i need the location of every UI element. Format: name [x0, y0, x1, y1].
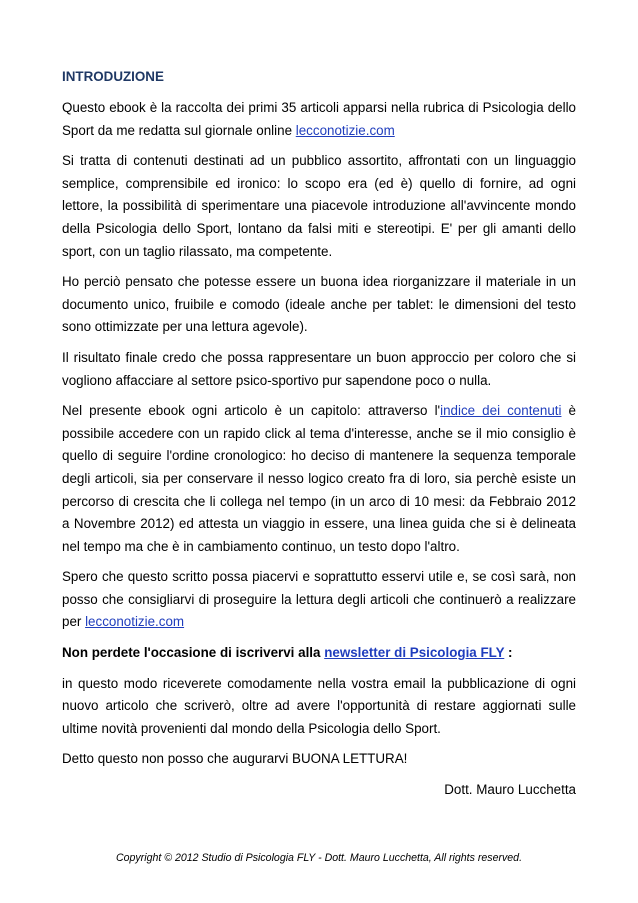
paragraph-hope-text: Spero che questo scritto possa piacervi e soprattutto esservi utile e, se così sarà, non posso che consigliarvi di proseguire la lettura degli articoli che continuerò a realizzare per [62, 569, 576, 630]
paragraph-content: Si tratta di contenuti destinati ad un pubblico assortito, affrontati con un linguaggio semplice, comprensibile ed ironico: lo scopo era (ed è) quello di fornire, ad ogni lettore, la possibilità di sperimentare una piacevole introduzione all'avvincente mondo della Psicologia dello Sport, lontano da falsi miti e stereotipi. E' per gli amanti dello sport, con un taglio rilassato, ma competente. [62, 153, 576, 259]
paragraph-structure [62, 400, 576, 558]
paragraph-reorganize: Ho perciò pensato che potesse essere un buona idea riorganizzare il materiale in un documento unico, fruibile e comodo (ideale anche per tablet: le dimensioni del testo sono ottimizzate per una lettura agevole). [62, 274, 576, 335]
paragraph-intro [62, 97, 576, 142]
section-heading: INTRODUZIONE [62, 69, 164, 84]
lecconotizie-link[interactable]: lecconotizie.com [295, 122, 395, 138]
paragraph-newsletter-before: Non perdete l'occasione di iscrivervi alla [62, 645, 325, 661]
paragraph-newsletter-after: : [504, 645, 513, 661]
signature: Dott. Mauro Lucchetta [444, 782, 576, 798]
paragraph-hope [62, 566, 576, 634]
newsletter-link[interactable]: newsletter di Psicologia FLY [324, 645, 505, 661]
lecconotizie-link-2[interactable]: lecconotizie.com [85, 614, 185, 630]
paragraph-intro-text: Questo ebook è la raccolta dei primi 35 articoli apparsi nella rubrica di Psicologia dello Sport da me redatta sul giornale online [62, 100, 576, 138]
copyright-footer: Copyright © 2012 Studio di Psicologia FLY - Dott. Mauro Lucchetta, All rights reserved. [115, 852, 523, 864]
paragraph-result: Il risultato finale credo che possa rappresentare un buon approccio per coloro che si vogliono affacciare al settore psico-sportivo pur sapendone poco o nulla. [62, 349, 576, 388]
table-of-contents-link[interactable]: indice dei contenuti [440, 403, 562, 419]
paragraph-structure-before: Nel presente ebook ogni articolo è un capitolo: attraverso l' [62, 403, 441, 419]
paragraph-newsletter [62, 642, 576, 665]
document-page [62, 66, 576, 802]
paragraph-subscribe: in questo modo riceverete comodamente nella vostra email la pubblicazione di ogni nuovo articolo che scriverò, oltre ad avere l'opportunità di restare aggiornati sulle ultime novità provenienti dal mondo della Psicologia dello Sport. [62, 675, 576, 736]
paragraph-structure-after: è possibile accedere con un rapido click al tema d'interesse, anche se il mio consiglio è quello di seguire l'ordine cronologico: ho deciso di mantenere la sequenza temporale degli articoli, sia per conservare il nesso logico creato fra di loro, sia perchè esiste un percorso di crescita che li collega nel tempo (in un arco di 10 mesi: da Febbraio 2012 a Novembre 2012) ed attesta un viaggio in essere, una linea guida che si è delineata nel tempo ma che è in cambiamento continuo, un testo dopo l'altro. [62, 403, 576, 554]
paragraph-closing: Detto questo non posso che augurarvi BUONA LETTURA! [62, 751, 408, 767]
